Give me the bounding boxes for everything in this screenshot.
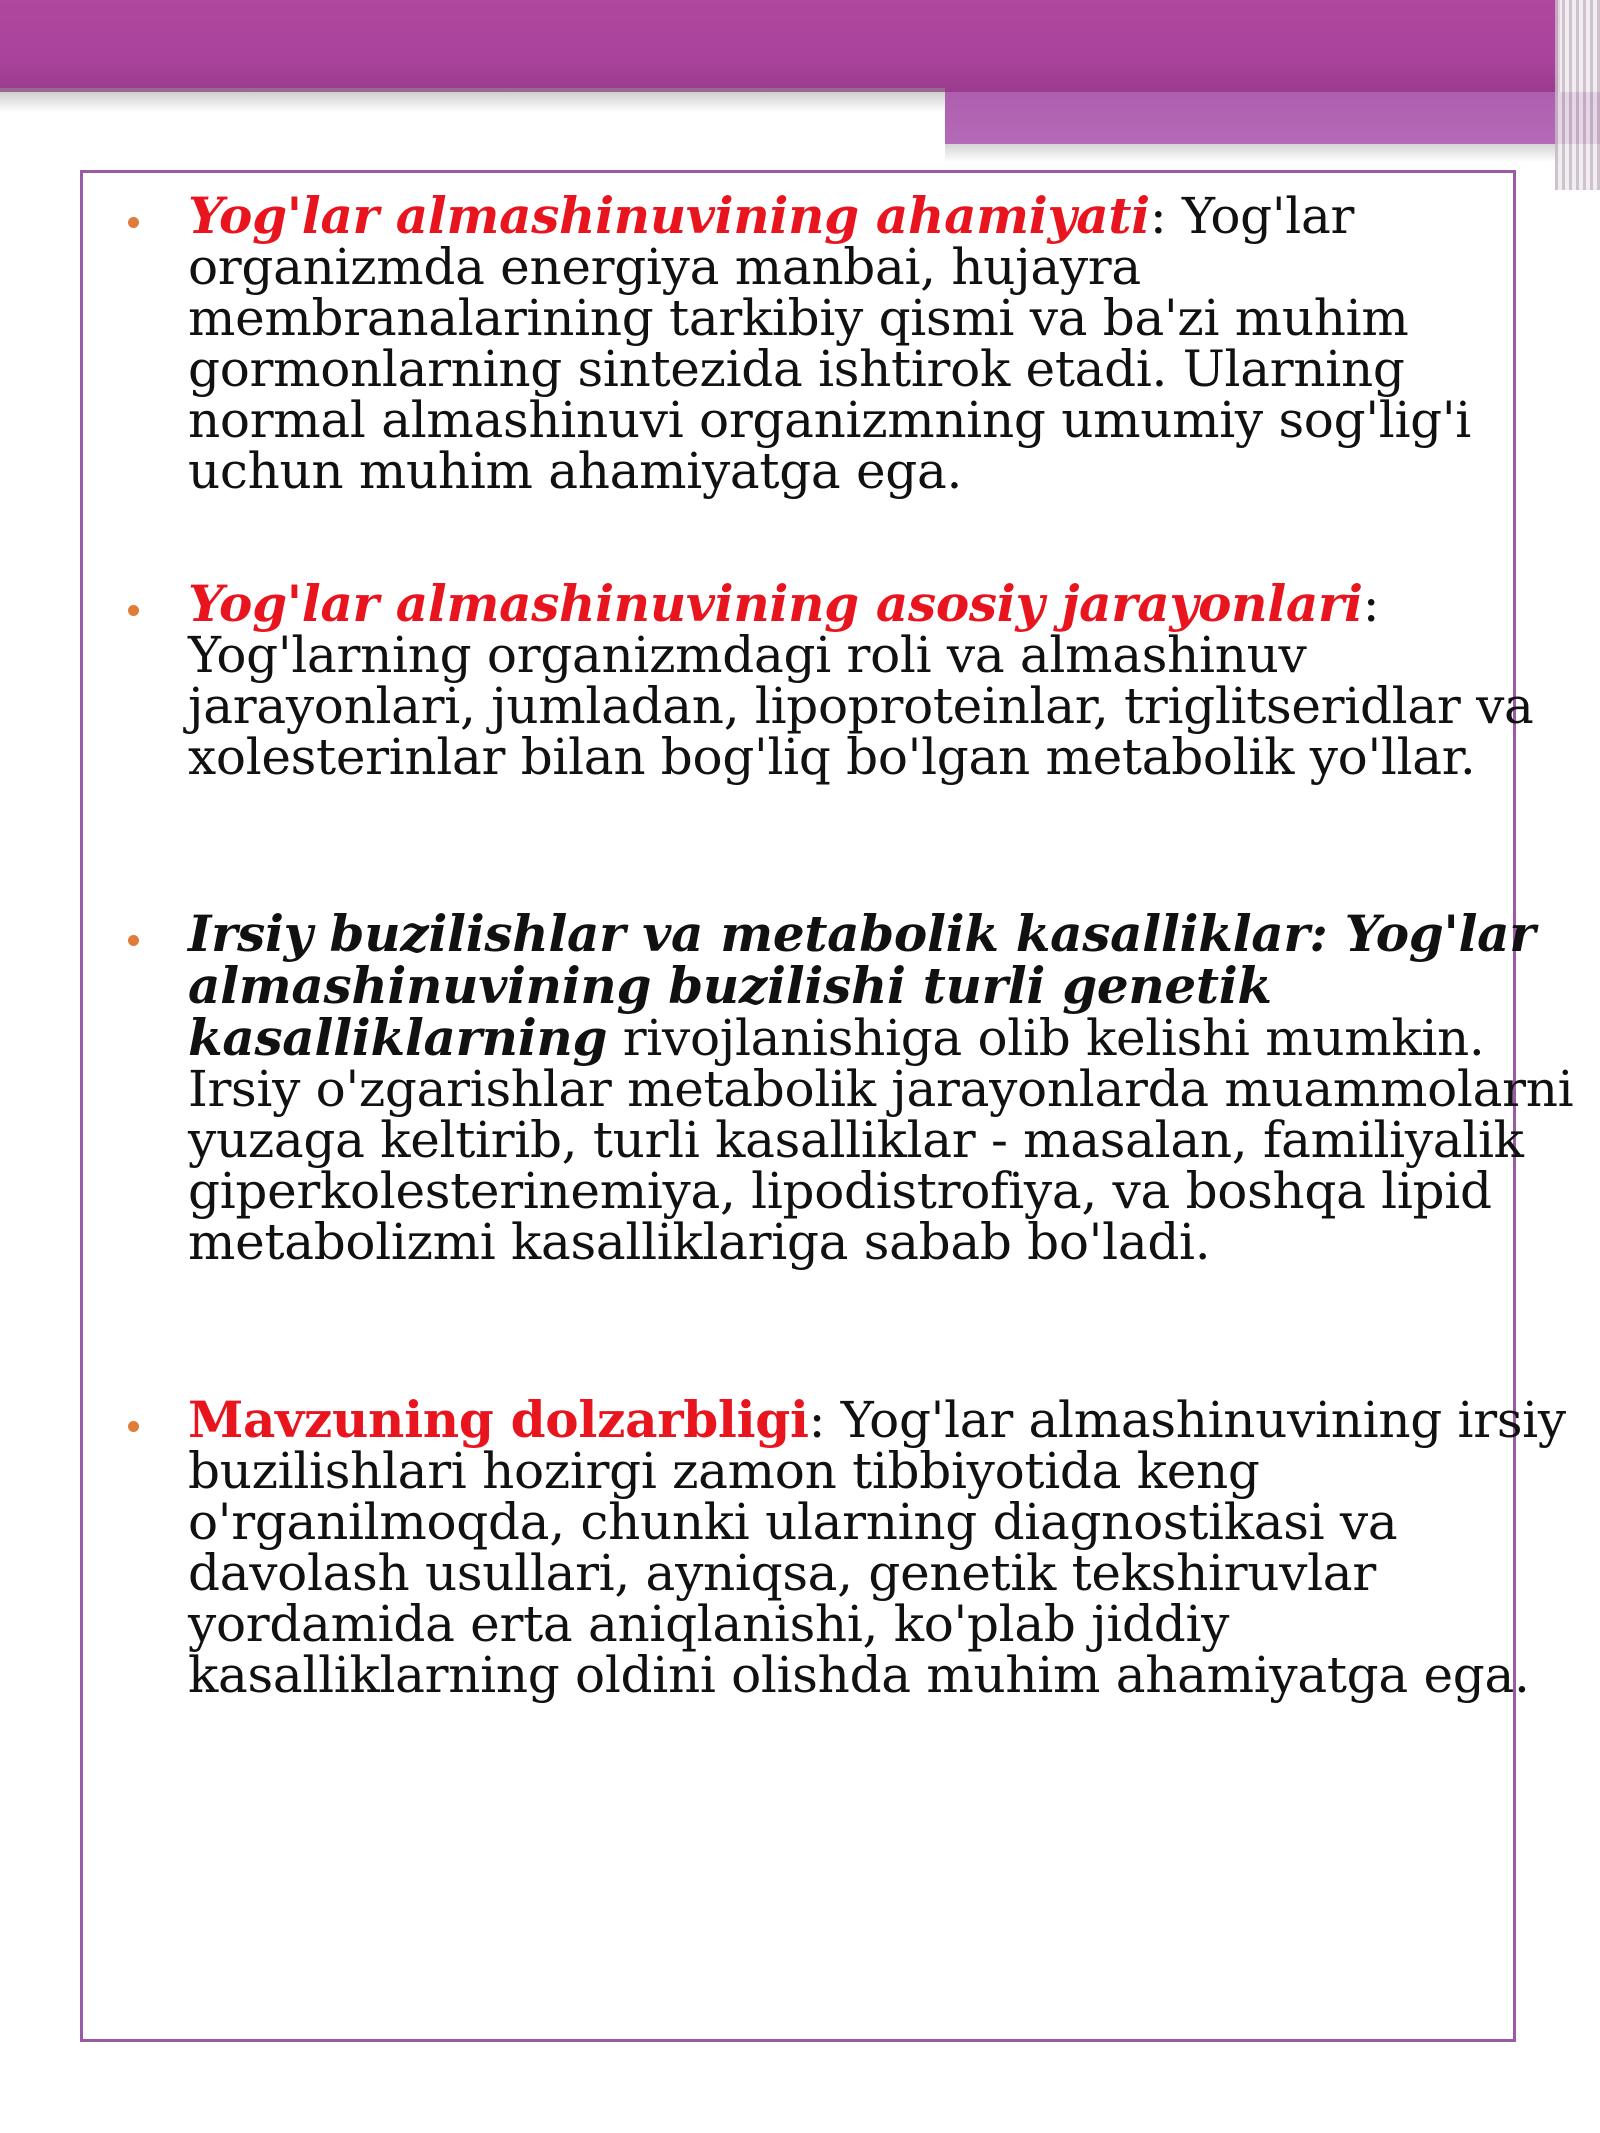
bullet-text: [188, 574, 1598, 786]
bullet-body: rivojlanishiga olib kelishi mumkin. Irsiy o'zgarishlar metabolik jarayonlarda muammolarni yuzaga keltirib, turli kasalliklar - masalan, familiyalik giperkolesterinemiya, lipodistrofiya, va boshqa lipid metabolizmi kasalliklariga sabab bo'ladi.: [188, 1009, 1574, 1271]
bullet-body: Yog'larning organizmdagi roli va almashinuv jarayonlari, jumladan, lipoproteinlar, triglitseridlar va xolesterinlar bilan bog'liq bo'lgan metabolik yo'llar.: [188, 626, 1534, 786]
bullet-separator: :: [1362, 575, 1380, 633]
banner-band-main: [0, 0, 1560, 92]
bullet-text: [188, 186, 1498, 500]
banner-band-lower: [945, 92, 1600, 144]
banner-lower-shadow: [945, 144, 1560, 162]
banner-shadow: [0, 88, 945, 112]
bullet-separator: :: [808, 1391, 841, 1449]
bullet-lead: Yog'lar almashinuvining ahamiyati: [188, 186, 1150, 245]
top-banner: [0, 0, 1600, 140]
bullet-separator: [607, 1009, 623, 1067]
bullet-separator: :: [1149, 187, 1182, 245]
banner-band-right: [1555, 0, 1600, 190]
bullet-dot-icon: [128, 935, 139, 946]
bullet-dot-icon: [128, 1421, 139, 1432]
bullet-body: Yog'lar almashinuvining irsiy buzilishlari hozirgi zamon tibbiyotida keng o'rganilmoqda, chunki ularning diagnostikasi va davolash usullari, ayniqsa, genetik tekshiruvlar yordamida erta aniqlanishi, ko'plab jiddiy kasalliklarning oldini olishda muhim ahamiyatga ega.: [188, 1391, 1566, 1704]
bullet-text: [188, 1390, 1568, 1704]
bullet-text: [188, 904, 1588, 1271]
bullet-lead: Mavzuning dolzarbligi: [188, 1390, 809, 1449]
bullet-dot-icon: [128, 217, 139, 228]
bullet-body: Yog'lar organizmda energiya manbai, hujayra membranalarining tarkibiy qismi va ba'zi muhim gormonlarning sintezida ishtirok etadi. Ularning normal almashinuvi organizmning umumiy sog'lig'i uchun muhim ahamiyatga ega.: [188, 187, 1471, 500]
bullet-lead: Irsiy buzilishlar va metabolik kasalliklar: Yog'lar almashinuvining buzilishi turli genetik kasalliklarning: [188, 904, 1536, 1067]
bullet-lead: Yog'lar almashinuvining asosiy jarayonlari: [188, 574, 1363, 633]
bullet-dot-icon: [128, 605, 139, 616]
